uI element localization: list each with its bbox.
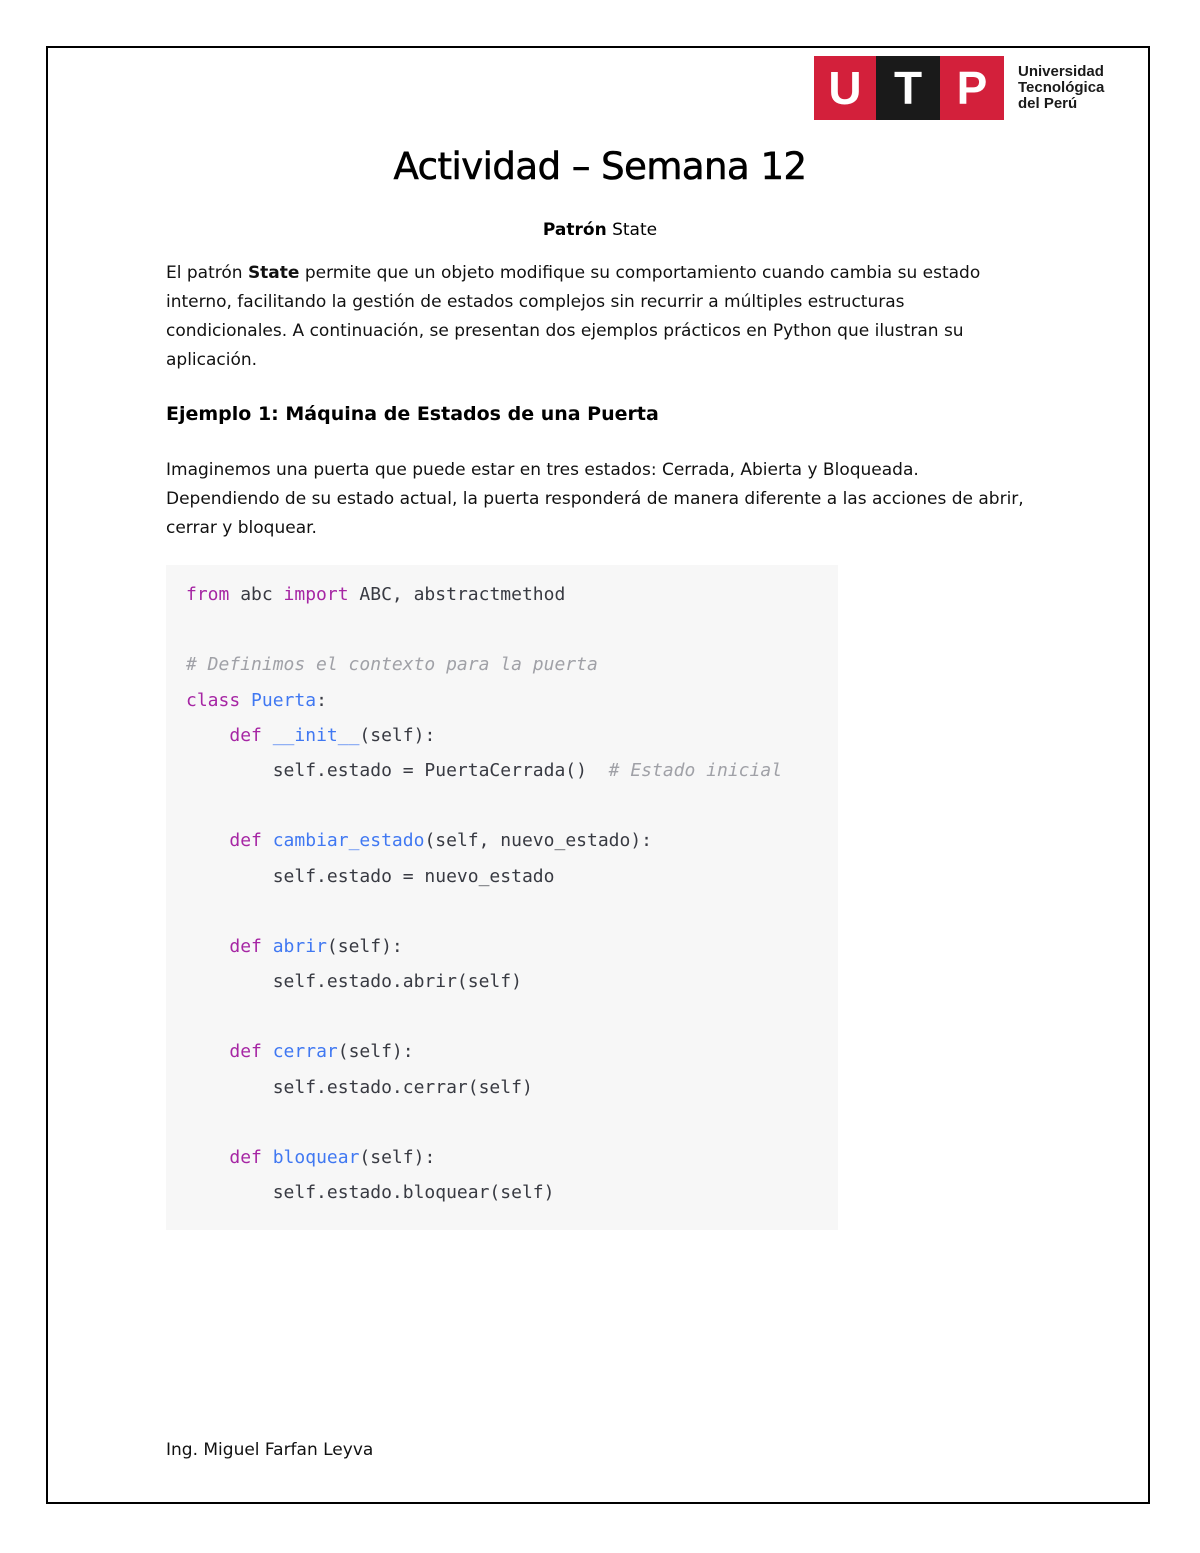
example-heading: Ejemplo 1: Máquina de Estados de una Puerta <box>166 403 659 425</box>
code-token: (self): <box>326 935 403 957</box>
code-token: def <box>229 830 262 852</box>
footer-author: Ing. Miguel Farfan Leyva <box>166 1440 374 1460</box>
code-token <box>262 936 273 957</box>
code-token <box>186 1041 229 1062</box>
code-token: from <box>186 584 230 605</box>
code-line <box>186 1175 838 1210</box>
logo-letter-p: P <box>940 56 1004 120</box>
intro-bold-term: State <box>247 263 300 283</box>
logo-letter-t: T <box>876 56 940 120</box>
code-token <box>262 1147 273 1168</box>
code-token: self.estado.abrir(self) <box>186 971 522 993</box>
code-token: def <box>229 724 262 746</box>
intro-text-end: permite que un objeto modifique su comportamiento cuando cambia su estado interno, facilitando la gestión de estados complejos sin recurrir a múltiples estructuras condicionales. A continuación, se presentan dos ejemplos prácticos en Python que ilustran su aplicación. <box>166 263 981 370</box>
code-token: cambiar_estado <box>272 830 425 852</box>
code-token <box>262 725 273 746</box>
code-token <box>262 830 273 851</box>
code-line <box>186 753 838 788</box>
intro-paragraph <box>166 259 1026 375</box>
example-description: Imaginemos una puerta que puede estar en tres estados: Cerrada, Abierta y Bloqueada. Dependiendo de su estado actual, la puerta responderá de manera diferente a las acciones de abrir, cerrar y bloquear. <box>166 460 1024 538</box>
code-token: self.estado = PuertaCerrada() <box>186 759 609 781</box>
code-token: (self): <box>337 1041 414 1063</box>
code-token: (self): <box>359 1147 436 1168</box>
code-token <box>186 830 229 851</box>
code-line <box>186 1034 838 1069</box>
code-line <box>186 683 838 718</box>
code-line <box>186 577 838 612</box>
subtitle-bold: Patrón <box>542 220 607 240</box>
code-line <box>186 894 838 929</box>
logo-text-line: Tecnológica <box>1018 79 1105 96</box>
code-token: self.estado = nuevo_estado <box>186 865 555 887</box>
code-token: __init__ <box>272 724 360 746</box>
intro-text-start: El patrón <box>166 263 248 283</box>
subtitle-rest: State <box>606 220 658 240</box>
utp-logo <box>814 56 1104 120</box>
code-token <box>186 1147 229 1168</box>
code-line <box>186 823 838 858</box>
code-token <box>186 936 229 957</box>
code-line <box>186 859 838 894</box>
logo-text-line: del Perú <box>1018 95 1078 112</box>
code-token: (self): <box>359 724 436 746</box>
code-line <box>186 647 838 682</box>
code-line <box>186 964 838 999</box>
code-token <box>186 725 229 746</box>
code-token: : <box>316 689 327 711</box>
code-token: def <box>229 935 262 957</box>
code-token <box>262 1041 273 1062</box>
document-title: Actividad – Semana 12 <box>393 145 807 188</box>
code-token: ABC, abstractmethod <box>348 584 566 605</box>
code-line <box>186 788 838 823</box>
code-token: def <box>229 1147 262 1168</box>
code-token: # Definimos el contexto para la puerta <box>186 654 598 676</box>
code-line <box>186 1105 838 1140</box>
code-line <box>186 929 838 964</box>
code-token: class <box>186 689 241 711</box>
code-token <box>240 690 251 711</box>
code-token: # Estado inicial <box>608 759 783 781</box>
code-token: self.estado.cerrar(self) <box>186 1076 533 1098</box>
code-line <box>186 1070 838 1105</box>
code-token: self.estado.bloquear(self) <box>186 1182 555 1204</box>
code-token: (self, nuevo_estado): <box>424 830 653 852</box>
code-token: Puerta <box>251 689 317 711</box>
code-token: import <box>283 584 349 605</box>
code-token: abc <box>229 584 284 605</box>
code-line <box>186 718 838 753</box>
code-line <box>186 999 838 1034</box>
code-token: cerrar <box>272 1041 338 1063</box>
logo-letter-u: U <box>814 56 876 120</box>
code-line <box>186 612 838 647</box>
code-line <box>186 1140 838 1175</box>
code-token: def <box>229 1041 262 1063</box>
logo-text-line: Universidad <box>1018 63 1104 80</box>
code-token: bloquear <box>272 1147 360 1168</box>
code-block <box>166 565 838 1230</box>
code-token: abrir <box>272 935 327 957</box>
logo-university-name <box>1018 64 1104 112</box>
document-subtitle <box>0 220 1200 240</box>
